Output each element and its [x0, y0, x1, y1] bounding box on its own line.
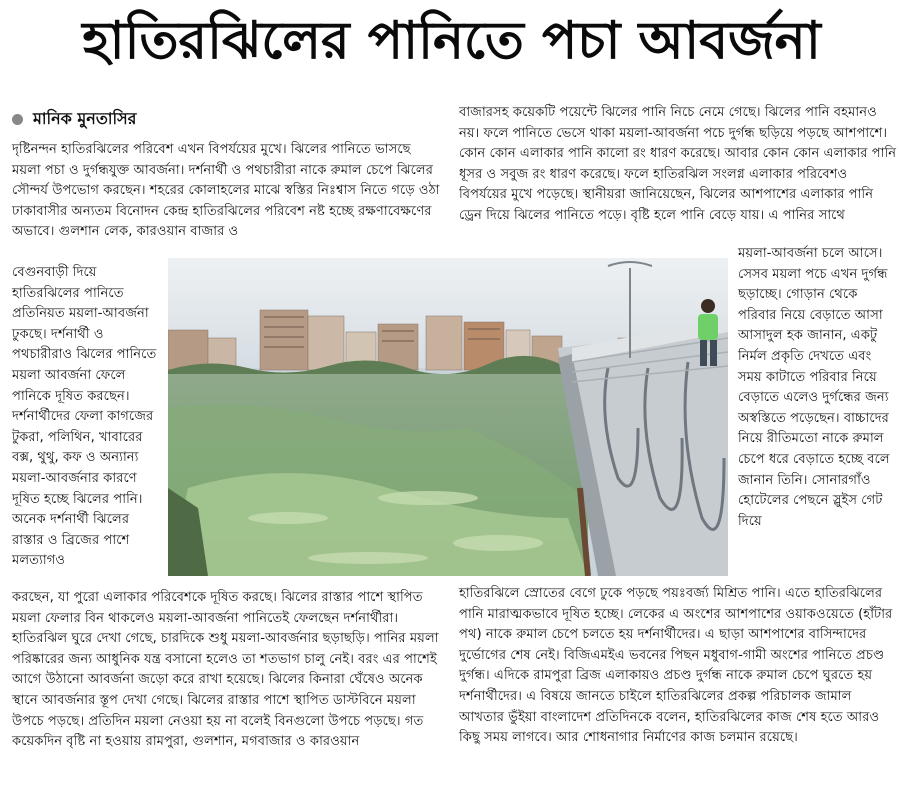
article-paragraph-col2-right: ময়লা-আবর্জনা চলে আসে। সেসব ময়লা পচে এখন দুর্গন্ধ ছড়াচ্ছে। গোড়ান থেকে পরিবার নিয়ে বেড়াতে আসা আসাদুল হক জানান, একটু নির্মল প্রকৃতি দেখতে এবং সময় কাটাতে পরিবার নিয়ে বেড়াতে এলেও দুর্গন্ধের জন্য অস্বস্তিতে পড়েছেন। বাচ্চাদের নিয়ে রীতিমতো নাকে রুমাল চেপে ধরে বেড়াতে হচ্ছে বলে জানান তিনি। সোনারগাঁও হোটেলের পেছনে স্লুইস গেট দিয়ে — [738, 246, 894, 529]
article-paragraph-col1-top: দৃষ্টিনন্দন হাতিরঝিলের পরিবেশ এখন বিপর্যয়ের মুখে। ঝিলের পানিতে ভাসছে ময়লা পচা ও দুর্গন্ধযুক্ত আবর্জনা। দর্শনার্থী ও পথচারীরা নাকে রুমাল চেপে ঝিলের সৌন্দর্য উপভোগ করছেন। শহরের কোলাহলের মাঝে স্বস্তির নিঃশ্বাস নিতে গড়ে ওঠা ঢাকাবাসীর অন্যতম বিনোদন কেন্দ্র হাতিরঝিলের পরিবেশ নষ্ট হচ্ছে রক্ষণাবেক্ষণের অভাবে। গুলশান লেক, কারওয়ান বাজার ও — [12, 142, 444, 240]
article-paragraph-bottom-left: করছেন, যা পুরো এলাকার পরিবেশকে দূষিত করছে। ঝিলের রাস্তার পাশে স্থাপিত ময়লা ফেলার বিন থাকলেও ময়লা-আবর্জনা পানিতেই ফেলছেন দর্শনার্থীরা। হাতিরঝিল ঘুরে দেখা গেছে, চারদিকে শুধু ময়লা-আবর্জনার ছড়াছড়ি। পানির ময়লা পরিষ্কারের জন্য আধুনিক যন্ত্র বসানো হলেও তা শতভাগ চালু নেই। বরং এর পাশেই আগে উঠানো আবর্জনা জড়ো করে রাখা হয়েছে। ঝিলের কিনারা ঘেঁষেও অনেক স্থানে আবর্জনার স্তূপ দেখা গেছে। ঝিলের রাস্তার পাশে স্থাপিত ডাস্টবিনে ময়লা উপচে পড়ছে। প্রতিদিন ময়লা নেওয়া হয় না বলেই বিনগুলো উপচে পড়ছে। গত কয়েকদিন বৃষ্টি না হওয়ায় রামপুরা, গুলশান, মগবাজার ও কারওয়ান — [12, 590, 439, 750]
author-name: মানিক মুনতাসির — [33, 109, 137, 128]
article-paragraph-bottom-right: হাতিরঝিলে স্রোতের বেগে ঢুকে পড়ছে পয়ঃবর্জ্য মিশ্রিত পানি। এতে হাতিরঝিলের পানি মারাত্মকভাবে দূষিত হচ্ছে। লেকের এ অংশের আশপাশের ওয়াকওয়েতে (হাঁটার পথ) নাকে রুমাল চেপে চলতে হয় দর্শনার্থীদের। এ ছাড়া আশপাশের বাসিন্দাদের দুর্ভোগের শেষ নেই। বিজিএমইএ ভবনের পিছন মধুবাগ-গামী অংশের পানিতে প্রচণ্ড দুর্গন্ধ। এদিকে রামপুরা ব্রিজ এলাকায়ও প্রচণ্ড দুর্গন্ধ নাকে রুমাল চেপে ঘুরতে হয় দর্শনার্থীদের। এ বিষয়ে জানতে চাইলে হাতিরঝিলের প্রকল্প পরিচালক জামাল আখতার ভুঁইয়া বাংলাদেশ প্রতিদিনকে বলেন, হাতিরঝিলের কাজ শেষ হতে আরও কিছু সময় লাগবে। আর শোধনাগার নির্মাণের কাজ চলমান রয়েছে। — [459, 586, 897, 746]
article-headline: হাতিরঝিলের পানিতে পচা আবর্জনা — [82, 10, 821, 71]
lake-photo-illustration — [168, 258, 728, 576]
bullet-dot-icon — [12, 114, 23, 125]
news-photo-hatirjheel-lake — [168, 258, 728, 576]
article-paragraph-col2-top: বাজারসহ কয়েকটি পয়েন্টে ঝিলের পানি নিচে নেমে গেছে। ঝিলের পানি বহমানও নয়। ফলে পানিতে ভেসে থাকা ময়লা-আবর্জনা পচে দুর্গন্ধ ছড়িয়ে পড়ছে আশপাশে। কোন কোন এলাকার পানি কালো রং ধারণ করেছে। আবার কোন কোন এলাকার পানি ধূসর ও সবুজ রং ধারণ করেছে। ফলে হাতিরঝিল সংলগ্ন এলাকার পরিবেশও বিপর্যয়ের মুখে পড়েছে। স্থানীয়রা জানিয়েছেন, ঝিলের আশপাশের এলাকার পানি ড্রেন দিয়ে ঝিলের পানিতে পড়ে। বৃষ্টি হলে পানি বেড়ে যায়। এ পানির সাথে — [459, 105, 901, 223]
byline — [12, 106, 136, 133]
article-paragraph-col1-left: বেগুনবাড়ী দিয়ে হাতিরঝিলের পানিতে প্রতিনিয়ত ময়লা-আবর্জনা ঢুকছে। দর্শনার্থী ও পথচারীরাও ঝিলের পানিতে ময়লা আবর্জনা ফেলে পানিকে দূষিত করছেন। দর্শনার্থীদের ফেলা কাগজের টুকরা, পলিথিন, খাবারের বক্স, থুথু, কফ ও অন্যান্য ময়লা-আবর্জনার কারণে দূষিত হচ্ছে ঝিলের পানি। অনেক দর্শনার্থী ঝিলের রাস্তার ও ব্রিজের পাশে মলত্যাগও — [12, 265, 161, 569]
